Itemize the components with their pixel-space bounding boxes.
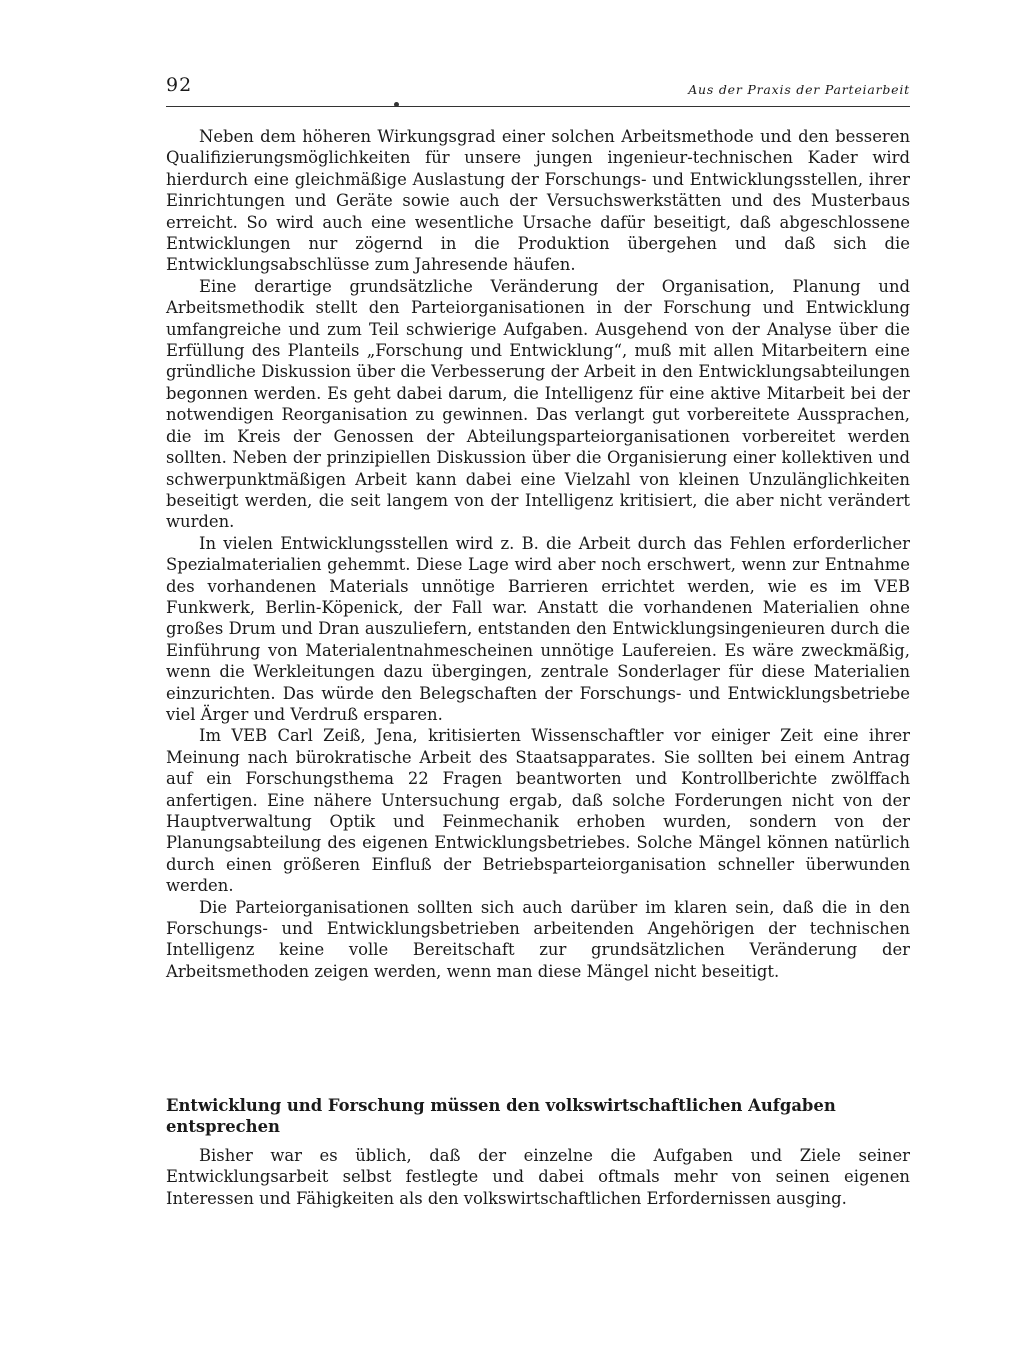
body-text (166, 126, 910, 982)
header-rule (166, 106, 910, 107)
rule-ornament (394, 102, 399, 107)
section-heading: Entwicklung und Forschung müssen den volkswirtschaftlichen Aufgaben entsprechen (166, 1096, 836, 1137)
paragraph: In vielen Entwicklungsstellen wird z. B. die Arbeit durch das Fehlen erforderlicher Spezialmaterialien gehemmt. Diese Lage wird aber noch erschwert, wenn zur Entnahme des vorhandenen Materials unnötige Barrieren errichtet werden, wie es im VEB Funkwerk, Berlin-Köpenick, der Fall war. Anstatt die vorhandenen Materialien ohne großes Drum und Dran auszuliefern, entstanden den Entwicklungsingenieuren durch die Einführung von Materialentnahmescheinen unnötige Laufereien. Es wäre zweckmäßig, wenn die Werkleitungen dazu übergingen, zentrale Sonderlager für diese Materialien einzurichten. Das würde den Belegschaften der Forschungs- und Entwicklungsbetriebe viel Ärger und Verdruß ersparen. (166, 533, 910, 724)
paragraph: Neben dem höheren Wirkungsgrad einer solchen Arbeitsmethode und den besseren Qualifizierungsmöglichkeiten für unsere jungen ingenieur-technischen Kader wird hierdurch eine gleichmäßige Auslastung der Forschungs- und Entwicklungsstellen, ihrer Einrichtungen und Geräte sowie auch der Versuchswerkstätten und des Musterbaus erreicht. So wird auch eine wesentliche Ursache dafür beseitigt, daß abgeschlossene Entwicklungen nur zögernd in die Produktion übergehen und daß sich die Entwicklungsabschlüsse zum Jahresende häufen. (166, 127, 910, 275)
section-body (166, 1145, 910, 1209)
paragraph: Bisher war es üblich, daß der einzelne die Aufgaben und Ziele seiner Entwicklungsarbeit selbst festlegte und dabei oftmals mehr von seinen eigenen Interessen und Fähigkeiten als den volkswirtschaftlichen Erfordernissen ausging. (166, 1146, 910, 1208)
paragraph: Im VEB Carl Zeiß, Jena, kritisierten Wissenschaftler vor einiger Zeit eine ihrer Meinung nach bürokratische Arbeit des Staatsapparates. Sie sollten bei einem Antrag auf ein Forschungsthema 22 Fragen beantworten und Kontrollberichte zwölffach anfertigen. Eine nähere Untersuchung ergab, daß solche Forderungen nicht von der Hauptverwaltung Optik und Feinmechanik erhoben wurden, sondern von der Planungsabteilung des eigenen Entwicklungsbetriebes. Solche Mängel können natürlich durch einen größeren Einfluß der Betriebsparteiorganisation schneller überwunden werden. (166, 726, 910, 896)
running-head: Aus der Praxis der Parteiarbeit (688, 82, 910, 97)
page-header (166, 74, 910, 108)
paragraph: Eine derartige grundsätzliche Veränderung der Organisation, Planung und Arbeitsmethodik stellt den Parteiorganisationen in der Forschung und Entwicklung umfangreiche und zum Teil schwierige Aufgaben. Ausgehend von der Analyse über die Erfüllung des Planteils „Forschung und Entwicklung“, muß mit allen Mitarbeitern eine gründliche Diskussion über die Verbesserung der Arbeit in den Entwicklungsabteilungen begonnen werden. Es geht dabei darum, die Intelligenz für eine aktive Mitarbeit bei der notwendigen Reorganisation zu gewinnen. Das verlangt gut vorbereitete Aussprachen, die im Kreis der Genossen der Abteilungsparteiorganisationen vorbereitet werden sollten. Neben der prinzipiellen Diskussion über die Organisierung einer kollektiven und schwerpunktmäßigen Arbeit kann dabei eine Vielzahl von kleinen Unzulänglichkeiten beseitigt werden, die seit langem von der Intelligenz kritisiert, die aber nicht verändert wurden. (166, 276, 910, 532)
paragraph: Die Parteiorganisationen sollten sich auch darüber im klaren sein, daß die in den Forschungs- und Entwicklungsbetrieben arbeitenden Angehörigen der technischen Intelligenz keine volle Bereitschaft zur grundsätzlichen Veränderung der Arbeitsmethoden zeigen werden, wenn man diese Mängel nicht beseitigt. (166, 897, 910, 981)
page-number: 92 (166, 74, 193, 96)
